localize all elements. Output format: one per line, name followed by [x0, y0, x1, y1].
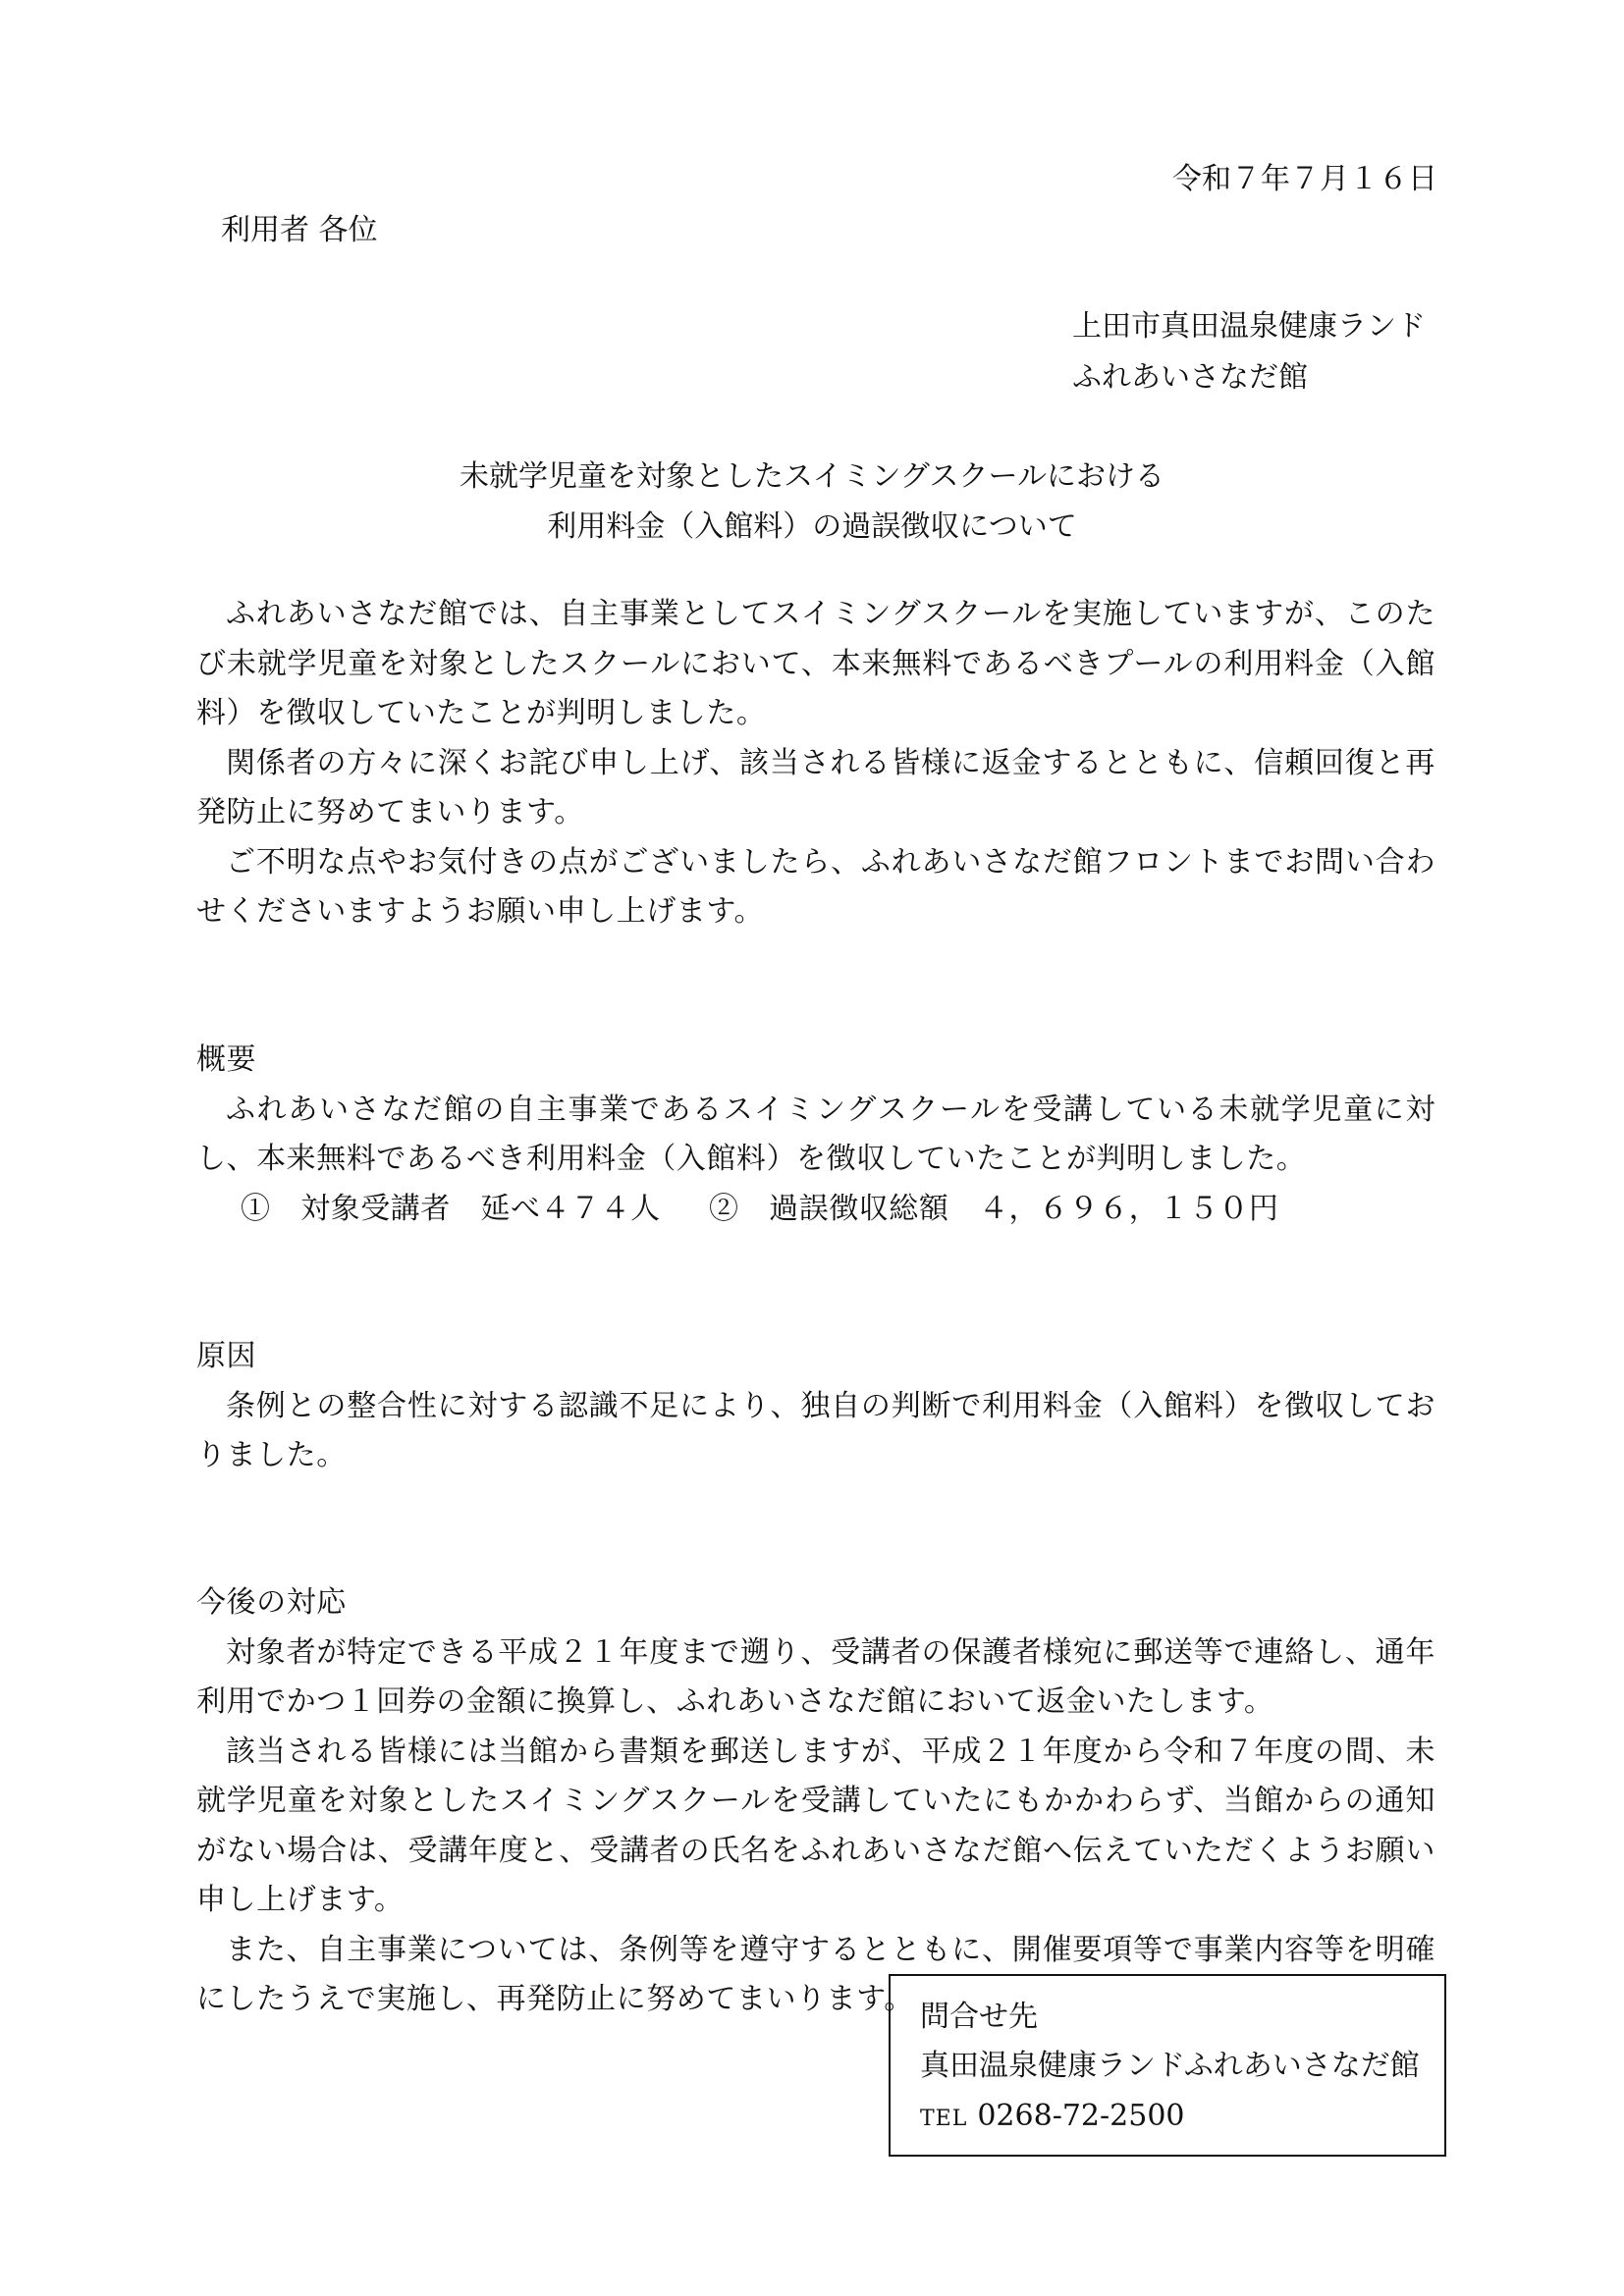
- document-title-line-1: 未就学児童を対象としたスイミングスクールにおける: [460, 459, 1164, 494]
- overview-item-total: ② 過誤徴収総額 ４，６９６，１５０円: [709, 1191, 1279, 1226]
- intro-paragraph: 関係者の方々に深くお詫び申し上げ、該当される皆様に返金するとともに、信頼回復と再発防止に努めてまいります。: [196, 745, 1435, 829]
- overview-item-recipients: ① 対象受講者 延べ４７４人: [241, 1191, 661, 1226]
- tel-label: TEL: [920, 2107, 968, 2131]
- cause-section: [196, 1332, 1435, 1481]
- sender-organization: 上田市真田温泉健康ランド: [1072, 309, 1426, 344]
- document-title-line-2: 利用料金（入館料）の過誤徴収について: [547, 509, 1077, 544]
- sender-facility: ふれあいさなだ館: [1072, 360, 1308, 395]
- overview-items: [196, 1185, 1435, 1235]
- overview-heading: 概要: [196, 1042, 257, 1077]
- contact-heading: 問合せ先: [920, 2000, 1038, 2034]
- intro-section: [196, 590, 1435, 937]
- future-paragraph: また、自主事業については、条例等を遵守するとともに、開催要項等で事業内容等を明確にしたうえで実施し、再発防止に努めてまいります。: [196, 1932, 1435, 2016]
- document-date: 令和７年７月１６日: [1172, 162, 1437, 196]
- intro-paragraph: ふれあいさなだ館では、自主事業としてスイミングスクールを実施していますが、このたび未就学児童を対象としたスクールにおいて、本来無料であるべきプールの利用料金（入館料）を徴収していたことが判明しました。: [196, 597, 1435, 730]
- future-section: [196, 1578, 1435, 2025]
- intro-paragraph: ご不明な点やお気付きの点がございましたら、ふれあいさなだ館フロントまでお問い合わせくださいますようお願い申し上げます。: [196, 844, 1435, 929]
- overview-section: [196, 1036, 1435, 1234]
- cause-paragraph: 条例との整合性に対する認識不足により、独自の判断で利用料金（入館料）を徴収しておりました。: [196, 1388, 1435, 1472]
- overview-paragraph: ふれあいさなだ館の自主事業であるスイミングスクールを受講している未就学児童に対し、本来無料であるべき利用料金（入館料）を徴収していたことが判明しました。: [196, 1092, 1435, 1176]
- contact-phone: [920, 2099, 1185, 2133]
- future-paragraph: 対象者が特定できる平成２１年度まで遡り、受講者の保護者様宛に郵送等で連絡し、通年利用でかつ１回券の金額に換算し、ふれあいさなだ館において返金いたします。: [196, 1634, 1435, 1719]
- tel-number: 0268-72-2500: [977, 2099, 1185, 2133]
- contact-name: 真田温泉健康ランドふれあいさなだ館: [920, 2049, 1420, 2083]
- cause-heading: 原因: [196, 1339, 257, 1373]
- future-paragraph: 該当される皆様には当館から書類を郵送しますが、平成２１年度から令和７年度の間、未就学児童を対象としたスイミングスクールを受講していたにもかかわらず、当館からの通知がない場合は、受講年度と、受講者の氏名をふれあいさなだ館へ伝えていただくようお願い申し上げます。: [196, 1734, 1435, 1917]
- addressee: 利用者 各位: [221, 213, 378, 247]
- future-heading: 今後の対応: [196, 1585, 347, 1620]
- contact-box: [889, 1974, 1446, 2157]
